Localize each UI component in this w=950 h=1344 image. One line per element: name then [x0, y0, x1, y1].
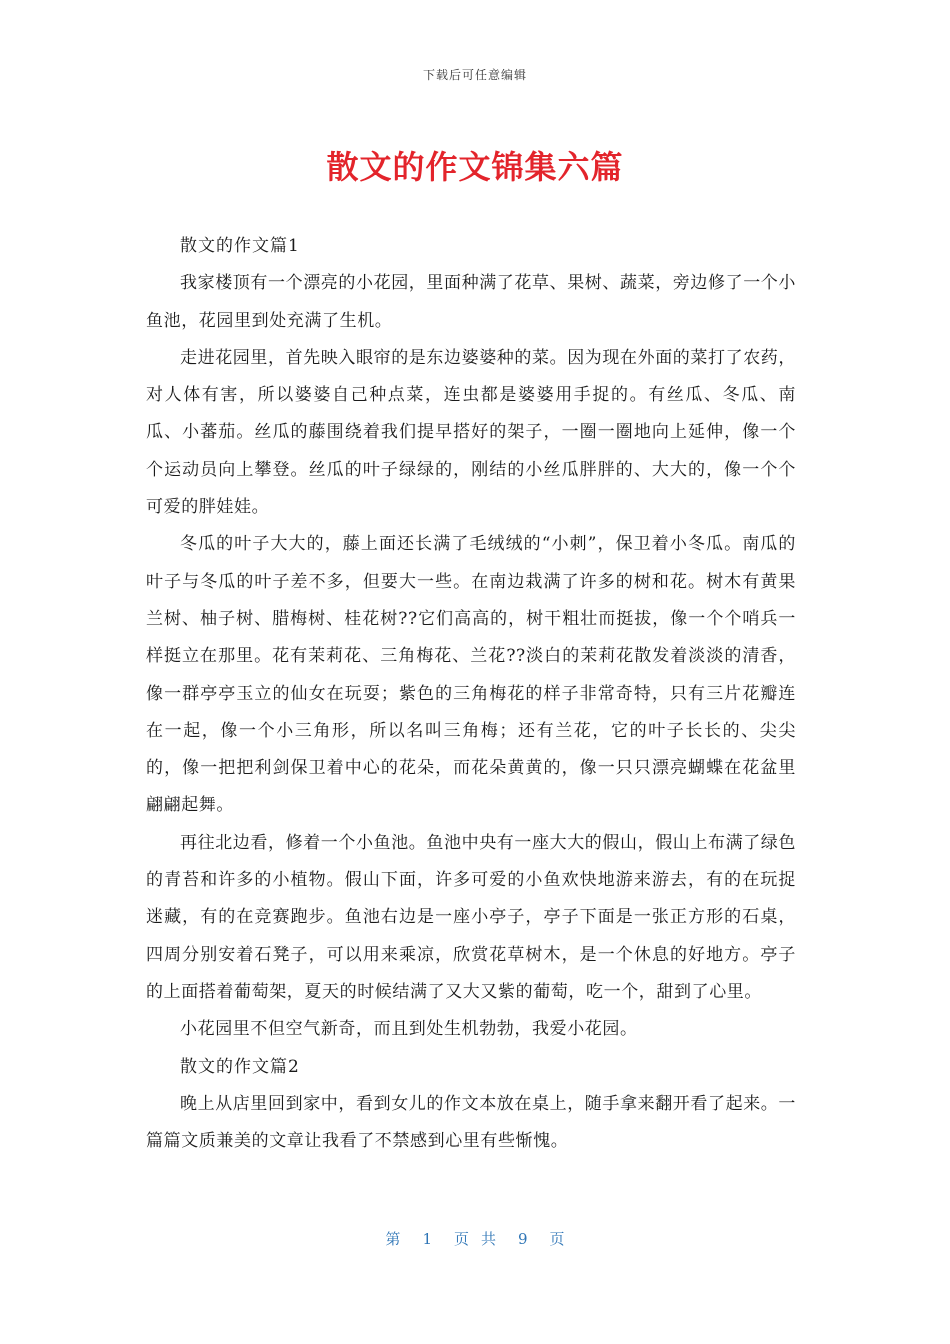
- body-paragraph: 走进花园里，首先映入眼帘的是东边婆婆种的菜。因为现在外面的菜打了农药，对人体有害，所以婆婆自己种点菜，连虫都是婆婆用手捉的。有丝瓜、冬瓜、南瓜、小蕃茄。丝瓜的藤围绕着我们提早搭好的架子，一圈一圈地向上延伸，像一个个运动员向上攀登。丝瓜的叶子绿绿的，刚结的小丝瓜胖胖的、大大的，像一个个可爱的胖娃娃。: [146, 347, 796, 518]
- footer-label-total: 页共: [453, 1230, 508, 1248]
- section-heading-1: 散文的作文篇1: [180, 236, 300, 256]
- section-heading-2: 散文的作文篇2: [180, 1056, 300, 1077]
- body-paragraph: 我家楼顶有一个漂亮的小花园，里面种满了花草、果树、蔬菜，旁边修了一个小鱼池，花园里到处充满了生机。: [146, 273, 796, 331]
- document-title: 散文的作文锦集六篇: [326, 148, 624, 186]
- header-note: 下载后可任意编辑: [422, 68, 527, 82]
- document-body: [146, 228, 796, 1160]
- body-paragraph: 小花园里不但空气新奇，而且到处生机勃勃，我爱小花园。: [180, 1019, 638, 1040]
- footer-total-pages: 9: [518, 1230, 528, 1248]
- body-paragraph: 晚上从店里回到家中，看到女儿的作文本放在桌上，随手拿来翻开看了起来。一篇篇文质兼美的文章让我看了不禁感到心里有些惭愧。: [146, 1093, 796, 1152]
- page-footer: [0, 1228, 950, 1249]
- footer-current-page: 1: [422, 1230, 432, 1248]
- footer-label-end: 页: [549, 1230, 565, 1248]
- body-paragraph: 再往北边看，修着一个小鱼池。鱼池中央有一座大大的假山，假山上布满了绿色的青苔和许多的小植物。假山下面，许多可爱的小鱼欢快地游来游去，有的在玩捉迷藏，有的在竞赛跑步。鱼池右边是一座小亭子，亭子下面是一张正方形的石桌，四周分别安着石凳子，可以用来乘凉，欣赏花草树木，是一个休息的好地方。亭子的上面搭着葡萄架，夏天的时候结满了又大又紫的葡萄，吃一个，甜到了心里。: [146, 832, 796, 1002]
- body-paragraph: 冬瓜的叶子大大的，藤上面还长满了毛绒绒的“小刺”，保卫着小冬瓜。南瓜的叶子与冬瓜的叶子差不多，但要大一些。在南边栽满了许多的树和花。树木有黄果兰树、柚子树、腊梅树、桂花树??它们高高的，树干粗壮而挺拔，像一个个哨兵一样挺立在那里。花有茉莉花、三角梅花、兰花??淡白的茉莉花散发着淡淡的清香，像一群亭亭玉立的仙女在玩耍；紫色的三角梅花的样子非常奇特，只有三片花瓣连在一起，像一个小三角形，所以名叫三角梅；还有兰花，它的叶子长长的、尖尖的，像一把把利剑保卫着中心的花朵，而花朵黄黄的，像一只只漂亮蝴蝶在花盆里翩翩起舞。: [146, 534, 796, 816]
- footer-label-page: 第: [385, 1230, 401, 1248]
